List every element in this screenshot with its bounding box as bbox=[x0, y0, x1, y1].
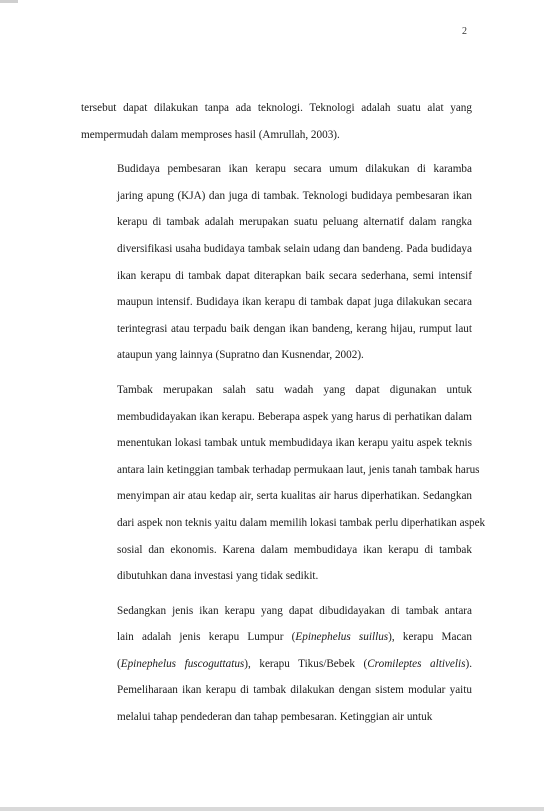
text-line: dari aspek non teknis yaitu dalam memilih lokasi tambak perlu diperhatikan aspek bbox=[117, 516, 486, 529]
paragraph bbox=[81, 156, 472, 369]
text-line: menyimpan air atau kedap air, serta kualitas air harus diperhatikan. Sedangkan bbox=[117, 490, 472, 503]
scan-edge-mark bbox=[0, 0, 18, 3]
document-body bbox=[81, 95, 486, 731]
text-line: mempermudah dalam memproses hasil (Amrullah, 2003). bbox=[81, 128, 340, 141]
text-line: sosial dan ekonomis. Karena dalam membudidaya ikan kerapu di tambak bbox=[117, 543, 472, 556]
text-line: lain adalah jenis kerapu Lumpur (Epinephelus suillus), kerapu Macan bbox=[117, 631, 472, 644]
page-number: 2 bbox=[462, 26, 467, 37]
text-line: jaring apung (KJA) dan juga di tambak. Teknologi budidaya pembesaran ikan bbox=[117, 189, 472, 202]
text-line: melalui tahap pendederan dan tahap pembesaran. Ketinggian air untuk bbox=[117, 711, 433, 724]
text-line: terintegrasi atau terpadu baik dengan ikan bandeng, kerang hijau, rumput laut bbox=[117, 322, 472, 335]
text-line: membudidayakan ikan kerapu. Beberapa aspek yang harus di perhatikan dalam bbox=[117, 410, 472, 423]
scan-bottom-edge bbox=[0, 807, 544, 811]
text-line: Sedangkan jenis ikan kerapu yang dapat dibudidayakan di tambak antara bbox=[117, 604, 472, 617]
text-line: Pemeliharaan ikan kerapu di tambak dilakukan dengan sistem modular yaitu bbox=[117, 684, 472, 697]
paragraph bbox=[81, 377, 486, 590]
text-line: ataupun yang lainnya (Supratno dan Kusnendar, 2002). bbox=[117, 349, 364, 362]
paragraph bbox=[81, 95, 472, 148]
text-line: dibutuhkan dana investasi yang tidak sedikit. bbox=[117, 570, 319, 583]
text-line: tersebut dapat dilakukan tanpa ada teknologi. Teknologi adalah suatu alat yang bbox=[81, 102, 472, 114]
text-line: kerapu di tambak adalah merupakan suatu peluang alternatif dalam rangka bbox=[117, 216, 472, 229]
text-line: (Epinephelus fuscoguttatus), kerapu Tikus/Bebek (Cromileptes altivelis). bbox=[117, 657, 472, 670]
text-line: menentukan lokasi tambak untuk membudidaya ikan kerapu yaitu aspek teknis bbox=[117, 437, 472, 450]
paragraph bbox=[81, 598, 472, 731]
text-line: Tambak merupakan salah satu wadah yang dapat digunakan untuk bbox=[117, 383, 472, 396]
text-line: ikan kerapu di tambak dapat diterapkan baik secara sederhana, semi intensif bbox=[117, 269, 472, 282]
text-line: diversifikasi usaha budidaya tambak selain udang dan bandeng. Pada budidaya bbox=[117, 242, 472, 255]
text-line: Budidaya pembesaran ikan kerapu secara umum dilakukan di karamba bbox=[117, 163, 472, 176]
text-line: maupun intensif. Budidaya ikan kerapu di tambak dapat juga dilakukan secara bbox=[117, 296, 472, 309]
text-line: antara lain ketinggian tambak terhadap permukaan laut, jenis tanah tambak harus bbox=[117, 463, 480, 476]
